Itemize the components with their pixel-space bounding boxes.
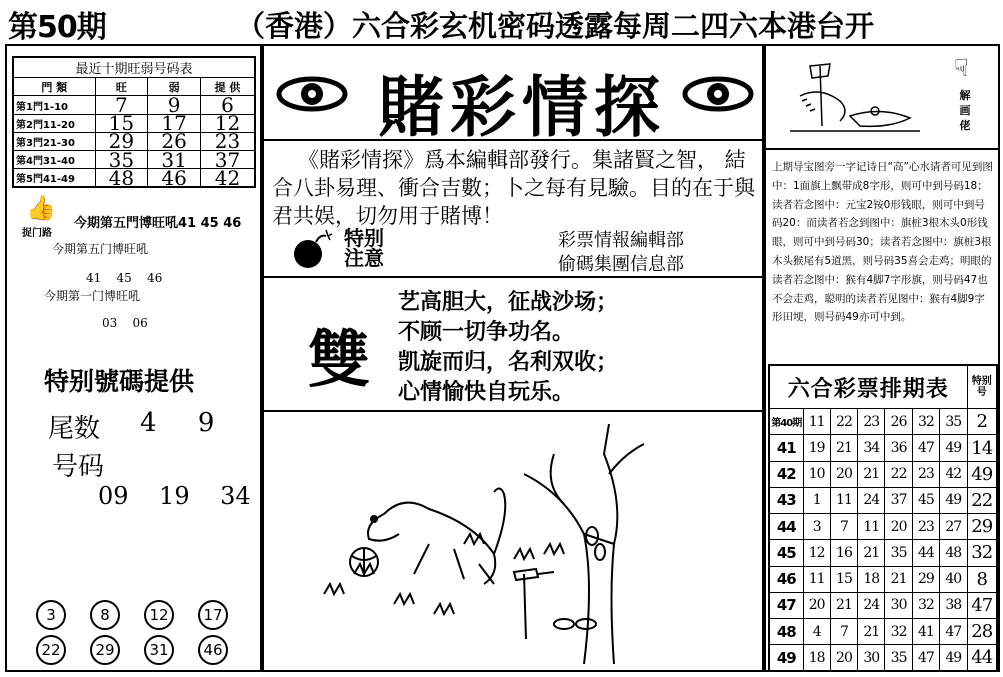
draw-number: 22	[885, 461, 912, 487]
draw-number: 38	[940, 592, 967, 618]
table-row	[13, 169, 255, 187]
draw-number: 3	[803, 514, 830, 540]
org-name-1: 彩票情報編輯部	[558, 230, 684, 251]
draw-number: 4	[803, 618, 830, 644]
period-number: 44	[769, 514, 803, 540]
draw-number: 1	[803, 487, 830, 513]
poem-line: 凯旋而归，名利双收；	[398, 350, 619, 375]
draw-number: 15	[830, 566, 857, 592]
draw-number: 37	[885, 487, 912, 513]
draw-number: 48	[940, 540, 967, 566]
draw-number: 21	[830, 435, 857, 461]
circled-number: 3	[36, 600, 66, 630]
special-number: 22	[967, 487, 997, 513]
history-header: 旺	[95, 78, 148, 96]
draw-number: 30	[885, 592, 912, 618]
tip-line-2: 今期第五门博旺吼	[52, 242, 149, 256]
hot-value: 29	[95, 132, 148, 150]
draw-number: 7	[830, 514, 857, 540]
draw-number: 47	[940, 618, 967, 644]
period-number: 43	[769, 487, 803, 513]
draw-number: 16	[830, 540, 857, 566]
tip-line-3: 今期第一门博旺吼	[44, 289, 141, 303]
notice-label-line-1: 特别	[344, 226, 384, 250]
draw-number: 23	[912, 461, 939, 487]
thumbs-up-icon: 👍	[26, 194, 56, 222]
special-number: 28	[967, 618, 997, 644]
draw-number: 40	[940, 566, 967, 592]
draw-number: 11	[830, 487, 857, 513]
draw-number: 21	[885, 566, 912, 592]
draw-number: 11	[803, 409, 830, 435]
poem-line: 心情愉快自玩乐。	[398, 380, 575, 405]
circled-number: 29	[90, 635, 120, 665]
schedule-special-header: 特别号	[967, 365, 997, 409]
draw-number: 45	[912, 487, 939, 513]
circled-number: 8	[90, 600, 120, 630]
hot-value: 7	[95, 96, 148, 114]
hot-value: 15	[95, 114, 148, 132]
headline: （香港）六合彩玄机密码透露每周二四六本港台开	[236, 9, 875, 43]
draw-number: 27	[940, 514, 967, 540]
weak-value: 31	[148, 151, 201, 169]
draw-number: 26	[885, 409, 912, 435]
draw-number: 21	[858, 540, 885, 566]
hint-text: 上期导宝图旁一字记诗日“高”心水请者可见到图中：1面旗上飘带成8字形，则可中到号码18；读者若念图中：元宝2铵0形钱眼，则可中到号码20：而读者若念到图中：旗桩3根木头0形钱眼，则可中到号码30；读者若念图中：旗桩3根木头猴尾有5道黑，则号码35喜会走鸡；明眼的读者若念图中：猴有4脚7字形旗，则号码47也不会走鸡，聪明的读者若见图中：猴有4脚9字形田埂，则号码49亦可中到。	[772, 161, 993, 324]
issue-number: 第50期	[8, 10, 106, 45]
row-label: 第3門21-30	[13, 132, 95, 150]
row-label: 第5門41-49	[13, 169, 95, 187]
monkey-flag-cartoon	[790, 56, 920, 136]
draw-number: 36	[885, 435, 912, 461]
draw-number: 29	[912, 566, 939, 592]
draw-number: 20	[803, 592, 830, 618]
tip-line-3-numbers: 03 06	[102, 316, 148, 330]
special-number: 32	[967, 540, 997, 566]
poem-line: 艺高胆大，征战沙场；	[398, 290, 619, 315]
draw-number: 18	[858, 566, 885, 592]
period-number: 45	[769, 540, 803, 566]
draw-number: 47	[912, 435, 939, 461]
draw-number: 35	[940, 409, 967, 435]
table-row	[769, 487, 997, 513]
draw-number: 19	[803, 435, 830, 461]
draw-number: 24	[858, 592, 885, 618]
pointing-hand-icon: ☟	[954, 54, 969, 82]
period-number: 42	[769, 461, 803, 487]
period-number: 41	[769, 435, 803, 461]
row-label: 第2門11-20	[13, 114, 95, 132]
draw-number: 20	[885, 514, 912, 540]
tail-values: 4 9	[140, 408, 215, 438]
poem-big-char: 雙	[308, 323, 371, 396]
offer-value: 42	[200, 169, 255, 187]
circled-number: 22	[36, 635, 66, 665]
draw-number: 21	[858, 618, 885, 644]
special-number: 14	[967, 435, 997, 461]
notice-area	[264, 226, 762, 278]
cartoon-caption: 解 画 佬	[959, 89, 971, 132]
draw-number: 10	[803, 461, 830, 487]
notice-label-line-2: 注意	[344, 246, 384, 270]
intro-text: 《賭彩情探》爲本編輯部發行。集諸賢之智， 結合八卦易理、衝合吉數；卜之每有見驗。目的在于與君共娱，切勿用于賭博！	[272, 148, 755, 228]
draw-number: 21	[858, 461, 885, 487]
offer-value: 12	[200, 114, 255, 132]
tip-line-2-numbers: 41 45 46	[86, 271, 163, 285]
history-header: 弱	[148, 78, 201, 96]
draw-number: 12	[803, 540, 830, 566]
special-number: 47	[967, 592, 997, 618]
circled-number: 31	[144, 635, 174, 665]
history-table	[12, 56, 256, 188]
circled-number: 17	[198, 600, 228, 630]
table-row	[769, 435, 997, 461]
offer-value: 37	[200, 151, 255, 169]
draw-number: 34	[858, 435, 885, 461]
eye-icon	[682, 74, 754, 114]
special-title: 特别號碼提供	[44, 367, 195, 396]
notice-label	[344, 228, 384, 268]
period-number: 第40期	[769, 409, 803, 435]
draw-number: 47	[912, 645, 939, 671]
row-label: 第4門31-40	[13, 151, 95, 169]
draw-number: 11	[858, 514, 885, 540]
circled-number: 46	[198, 635, 228, 665]
schedule-title: 六合彩票排期表	[769, 365, 967, 409]
hot-value: 35	[95, 151, 148, 169]
draw-number: 21	[830, 592, 857, 618]
draw-number: 24	[858, 487, 885, 513]
special-number: 2	[967, 409, 997, 435]
draw-number: 23	[912, 514, 939, 540]
hot-value: 48	[95, 169, 148, 187]
period-number: 47	[769, 592, 803, 618]
poem-line: 不顾一切争功名。	[398, 320, 575, 345]
weak-value: 17	[148, 114, 201, 132]
table-row	[769, 461, 997, 487]
draw-number: 35	[885, 540, 912, 566]
draw-number: 20	[830, 461, 857, 487]
draw-number: 20	[830, 645, 857, 671]
table-row	[769, 645, 997, 671]
table-row	[769, 618, 997, 644]
weak-value: 9	[148, 96, 201, 114]
table-row	[769, 514, 997, 540]
special-number: 44	[967, 645, 997, 671]
draw-number: 11	[803, 566, 830, 592]
draw-number: 32	[912, 592, 939, 618]
draw-number: 49	[940, 645, 967, 671]
circled-number: 12	[144, 600, 174, 630]
eye-icon	[276, 74, 348, 114]
draw-number: 7	[830, 618, 857, 644]
code-label: 号码	[52, 452, 105, 482]
bomb-icon	[290, 228, 334, 272]
draw-number: 41	[912, 618, 939, 644]
draw-number: 42	[940, 461, 967, 487]
draw-number: 32	[912, 409, 939, 435]
tip-line-1: 今期第五門博旺吼41 45 46	[74, 216, 242, 231]
draw-number: 35	[885, 645, 912, 671]
draw-number: 44	[912, 540, 939, 566]
table-row	[769, 540, 997, 566]
code-values: 09 19 34	[98, 482, 251, 510]
history-caption: 最近十期旺弱号码表	[13, 57, 255, 78]
row-label: 第1門1-10	[13, 96, 95, 114]
draw-number: 18	[803, 645, 830, 671]
draw-number: 49	[940, 435, 967, 461]
offer-value: 23	[200, 132, 255, 150]
banner-title: 賭彩情探	[378, 68, 666, 146]
special-number: 29	[967, 514, 997, 540]
table-row	[769, 592, 997, 618]
draw-number: 23	[858, 409, 885, 435]
poem	[398, 288, 618, 408]
history-header: 門 類	[13, 78, 95, 96]
org-name-2: 偷碼集團信息部	[558, 254, 684, 275]
tip-label: 捉门路	[22, 228, 52, 239]
offer-value: 6	[200, 96, 255, 114]
table-row	[769, 566, 997, 592]
schedule-table	[768, 364, 998, 672]
period-number: 46	[769, 566, 803, 592]
history-header: 提 供	[200, 78, 255, 96]
period-number: 48	[769, 618, 803, 644]
draw-number: 30	[858, 645, 885, 671]
draw-number: 32	[885, 618, 912, 644]
period-number: 49	[769, 645, 803, 671]
weak-value: 46	[148, 169, 201, 187]
monkey-tree-illustration	[264, 414, 762, 670]
tail-label: 尾数	[48, 414, 101, 444]
special-number: 8	[967, 566, 997, 592]
draw-number: 49	[940, 487, 967, 513]
weak-value: 26	[148, 132, 201, 150]
special-number: 49	[967, 461, 997, 487]
table-row	[769, 409, 997, 435]
draw-number: 22	[830, 409, 857, 435]
